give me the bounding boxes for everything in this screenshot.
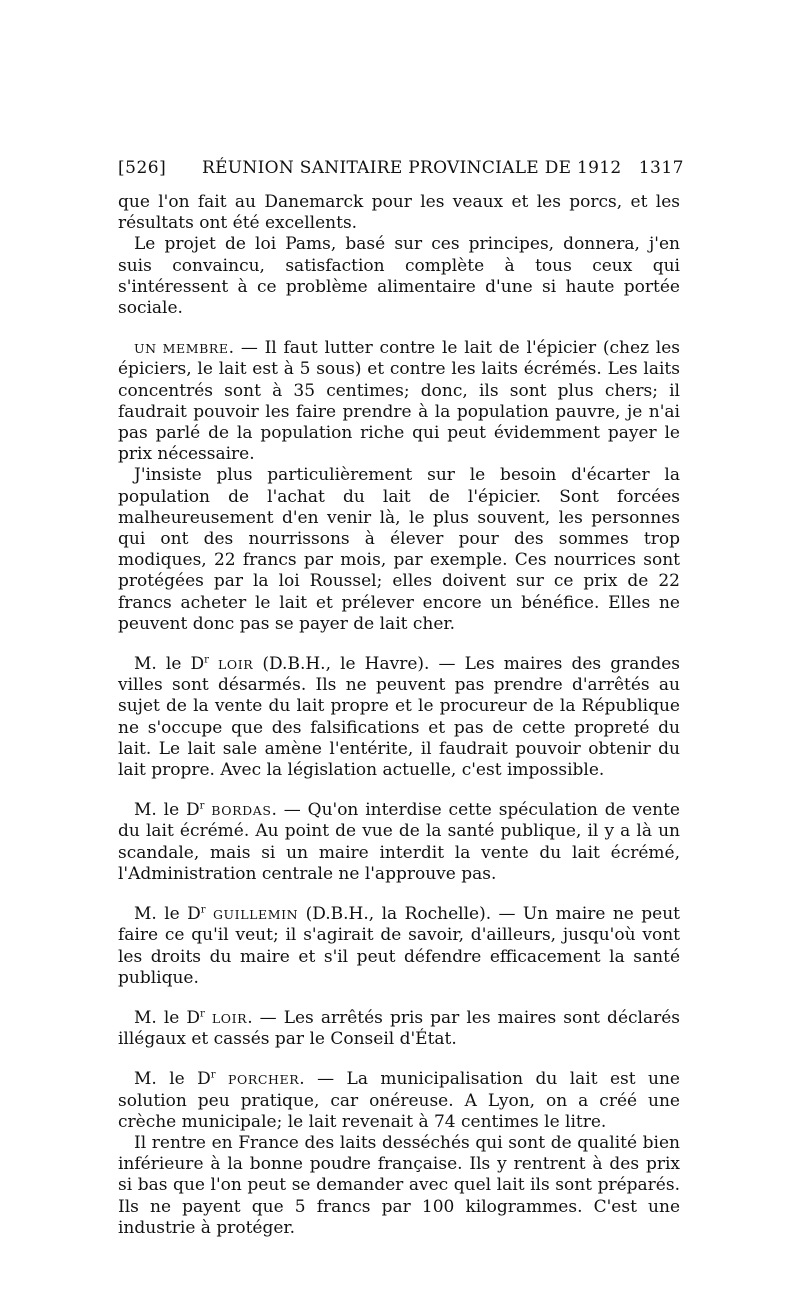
speaker-name: UN MEMBRE [134,341,229,357]
paragraph-text: . — Il faut lutter contre le lait de l'épicier (chez les épiciers, le lait est à 5 sous) et contre les laits écrémés. Les laits concentrés sont à 35 centimes; donc, ils sont plus chers; il faudrait pouvoir les faire prendre à la population pauvre, je n'ai pas parlé de la population riche qui peut évidemment payer le prix nécessaire. [118,338,681,465]
speaker-name: LOIR [211,1010,248,1026]
paragraph-text: . — Qu'on interdise cette spéculation de vente du lait écrémé. Au point de vue de la santé publique, il y a là un scandale, mais si un maire interdit la vente du lait écrémé, l'Administration centrale ne l'approuve pas. [118,800,680,884]
speaker-name: LOIR [218,657,254,673]
paragraph-text: J'insiste plus particulièrement sur le besoin d'écarter la population de l'achat du lait de l'épicier. Sont forcées malheureusement d'en venir là, le plus souvent, les personnes qui ont des nourrissons à élever pour des sommes trop modiques, 22 francs par mois, par exemple. Ces nourrices sont protégées par la loi Roussel; elles doivent sur ce prix de 22 francs acheter le lait et prélever encore un bénéfice. Elles ne peuvent donc pas se payer de lait cher. [118,465,680,634]
speaker-title-superscript: r [204,654,209,666]
speaker-name: PORCHER [228,1072,300,1088]
speaker-title-superscript: r [200,904,206,916]
paragraph [118,1133,680,1239]
running-title: RÉUNION SANITAIRE PROVINCIALE DE 1912 [202,158,622,178]
speaker-prefix: M. le D [134,654,205,675]
speaker-paragraph [118,800,680,885]
speaker-prefix: M. le D [134,904,201,925]
speaker-paragraph [118,1008,680,1050]
speaker-name: GUILLEMIN [212,907,299,923]
body-text [118,192,680,1239]
speaker-prefix: M. le D [134,800,200,821]
speaker-paragraph [118,1069,680,1133]
paragraph [118,234,680,319]
bracketed-page-number: [526] [118,158,167,178]
speaker-prefix: M. le D [134,1007,201,1028]
speaker-title-superscript: r [200,1008,205,1020]
speaker-name: BORDAS [211,803,272,819]
speaker-title-superscript: r [199,800,205,812]
speaker-paragraph [118,338,680,465]
paragraph-text: que l'on fait au Danemarck pour les veaux et les porcs, et les résultats ont été excellents. [118,192,680,234]
speaker-title-superscript: r [210,1069,216,1081]
paragraph-text: . — La municipalisation du lait est une solution peu pratique, car onéreuse. A Lyon, on a créé une crèche municipale; le lait revenait à 74 centimes le litre. [118,1069,680,1132]
paragraph-continuation [118,192,680,234]
speaker-prefix: M. le D [134,1069,211,1090]
speaker-paragraph [118,904,680,989]
paragraph [118,465,680,635]
paragraph-text: (D.B.H., la Rochelle). — Un maire ne peut faire ce qu'il veut; il s'agirait de savoir, d'ailleurs, jusqu'où vont les droits du maire et s'il peut défendre efficacement la santé publique. [118,904,680,988]
paragraph-text: . — Les arrêtés pris par les maires sont déclarés illégaux et cassés par le Conseil d'État. [118,1007,681,1050]
paragraph-text: Il rentre en France des laits desséchés qui sont de qualité bien inférieure à la bonne poudre française. Ils y rentrent à des prix si bas que l'on peut se demander avec quel lait ils sont préparés. Ils ne payent que 5 francs par 100 kilogrammes. C'est une industrie à protéger. [118,1132,680,1238]
page-number: 1317 [638,158,684,178]
running-header [118,158,684,182]
speaker-paragraph [118,654,680,781]
paragraph-text: Le projet de loi Pams, basé sur ces principes, donnera, j'en suis convaincu, satisfaction complète à tous ceux qui s'intéressent à ce problème alimentaire d'une si haute portée sociale. [118,234,680,319]
paragraph-text: (D.B.H., le Havre). — Les maires des grandes villes sont désarmés. Ils ne peuvent pas prendre d'arrêtés au sujet de la vente du lait propre et le procureur de la République ne s'occupe que des falsifications et pas de cette propreté du lait. Le lait sale amène l'entérite, il faudrait pouvoir obtenir du lait propre. Avec la législation actuelle, c'est impossible. [118,654,680,781]
